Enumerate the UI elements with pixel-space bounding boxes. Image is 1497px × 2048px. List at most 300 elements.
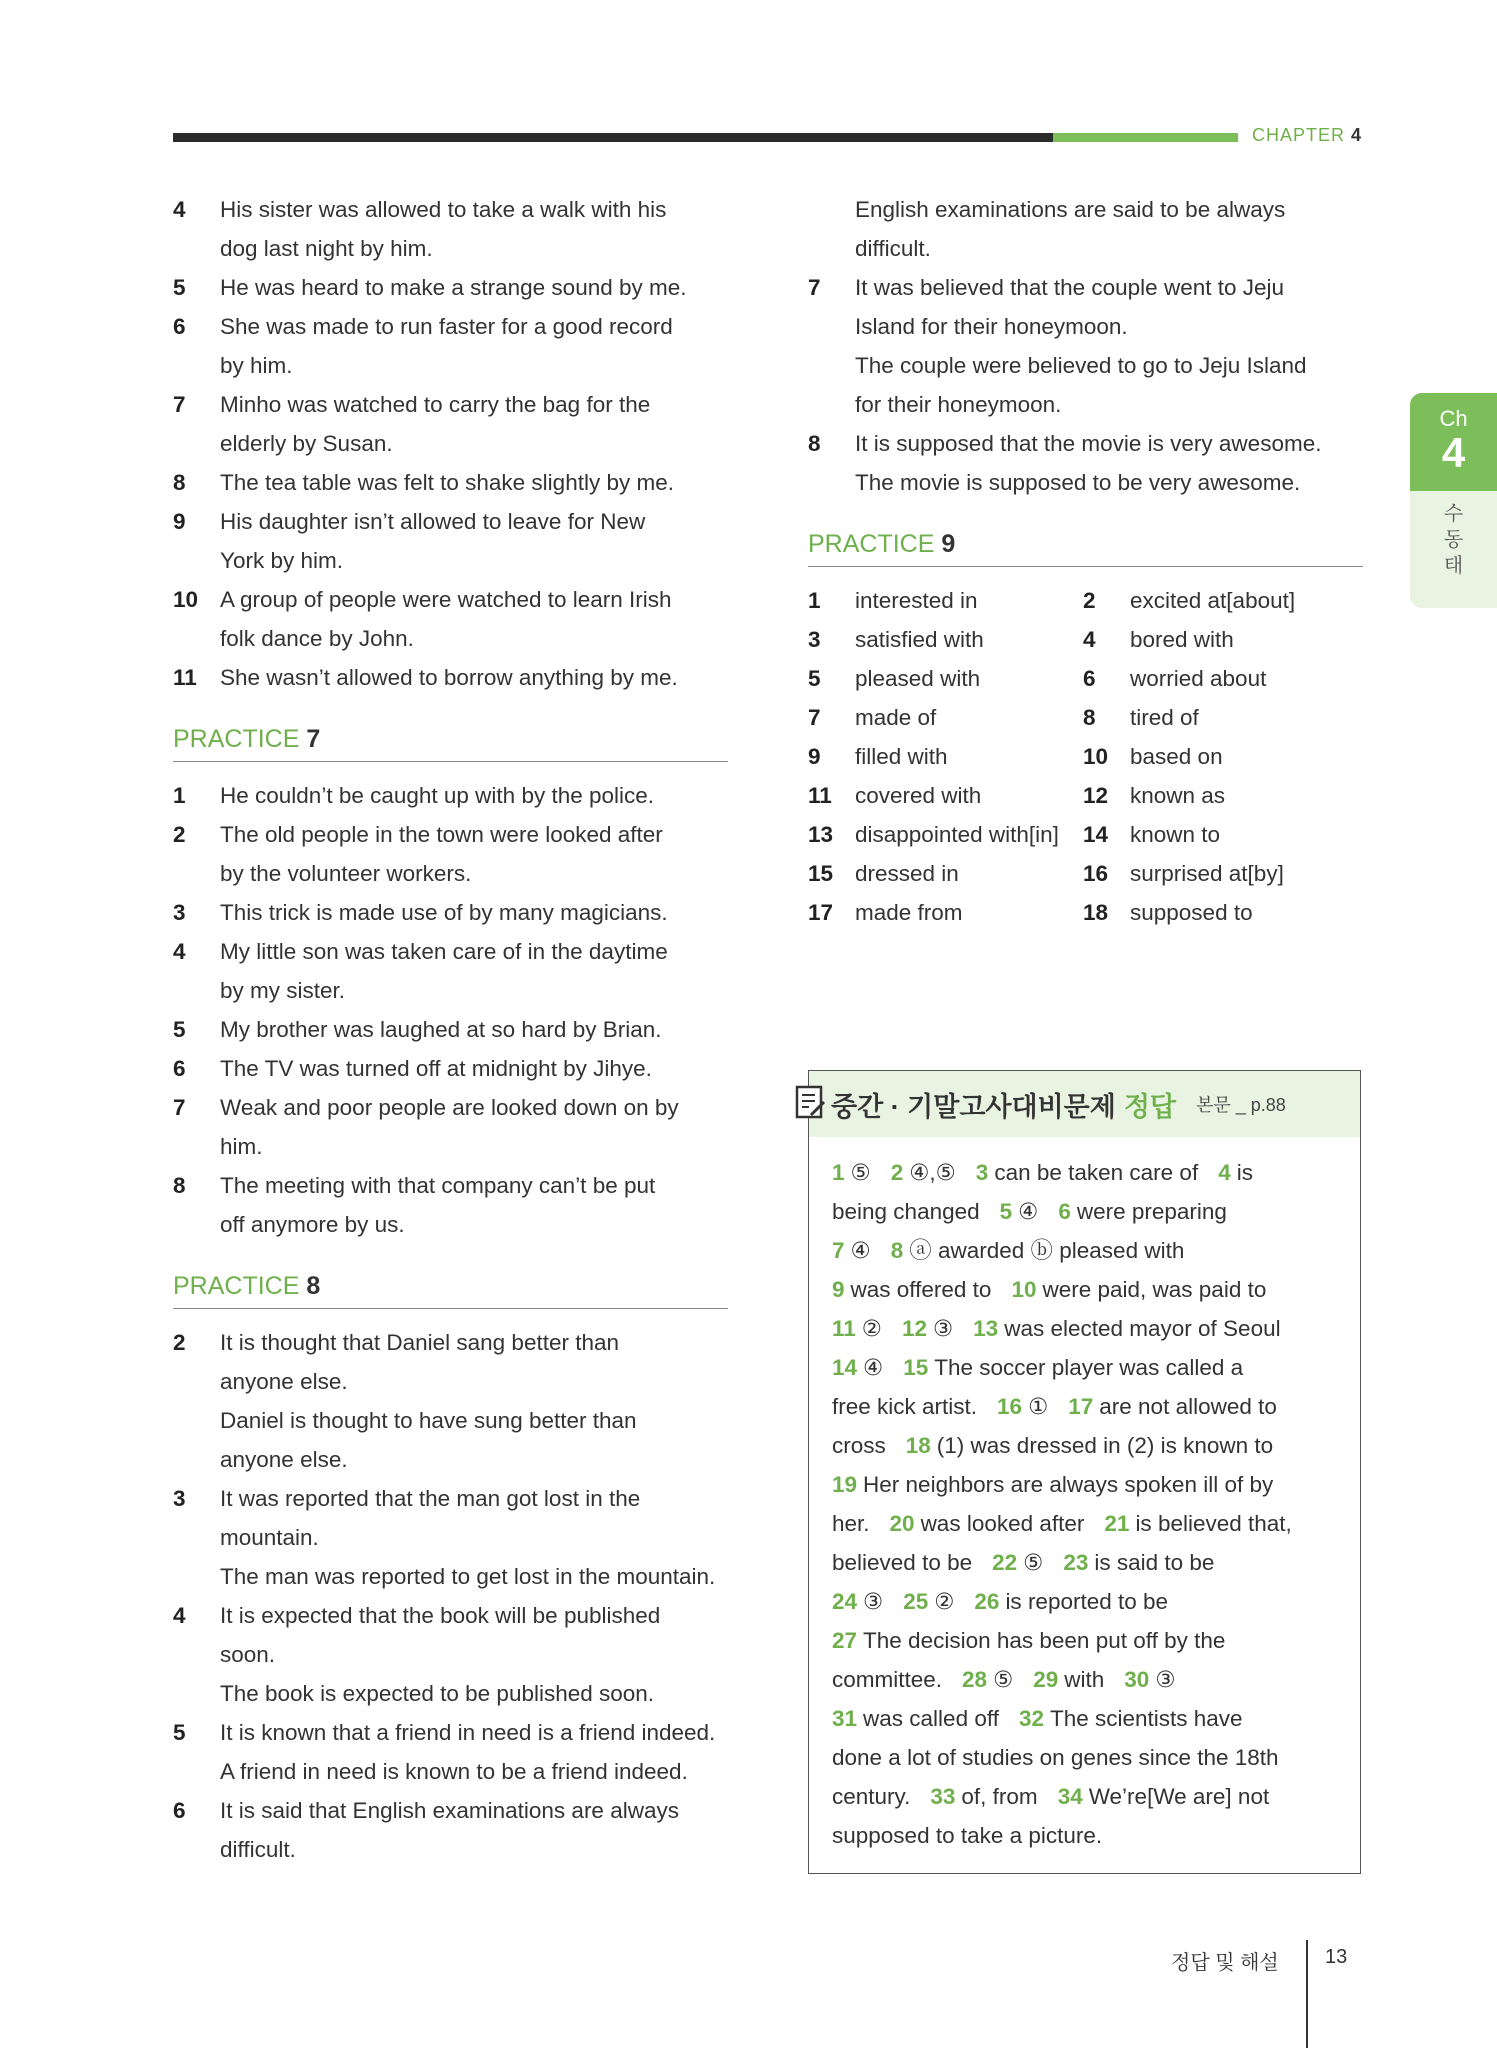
answer-text: was looked after (920, 1511, 1085, 1536)
item-line: It is known that a friend in need is a friend indeed. (220, 1720, 716, 1745)
answer-text: was called off (863, 1706, 999, 1731)
item-number: 10 (1083, 744, 1109, 769)
answer-text: was elected mayor of Seoul (1004, 1316, 1281, 1341)
answer-item (1019, 1706, 1243, 1731)
answer-number: 20 (889, 1511, 915, 1536)
item-line: mountain. (220, 1525, 319, 1550)
answer-line (832, 1309, 1336, 1348)
answer-item (1068, 1394, 1277, 1419)
practice7-heading: PRACTICE 7 (173, 723, 728, 762)
answer-item (976, 1160, 1198, 1185)
list-item (1083, 776, 1363, 815)
item-number: 9 (173, 509, 186, 534)
chapter-tab (1410, 393, 1497, 608)
answer-text: ④ (1018, 1199, 1039, 1224)
answer-number: 5 (999, 1199, 1013, 1224)
item-number: 13 (808, 822, 834, 847)
list-item (1083, 581, 1363, 620)
item-number: 14 (1083, 822, 1109, 847)
answer-line (832, 1582, 1336, 1621)
answer-number: 15 (903, 1355, 929, 1380)
item-number: 10 (173, 587, 199, 612)
item-line: elderly by Susan. (220, 431, 393, 456)
practice7-list (173, 776, 728, 1244)
header-bar-dark (173, 133, 1053, 142)
answer-text: can be taken care of (994, 1160, 1199, 1185)
answer-number: 22 (992, 1550, 1018, 1575)
answer-item (832, 1589, 883, 1614)
item-line: soon. (220, 1642, 276, 1667)
answer-box-title-accent: 정답 (1123, 1091, 1176, 1122)
answer-number: 9 (832, 1277, 845, 1302)
item-line: off anymore by us. (220, 1212, 405, 1237)
answer-box-header (809, 1071, 1360, 1137)
answer-text: of, from (961, 1784, 1038, 1809)
item-text: surprised at[by] (1130, 861, 1284, 886)
list-item (173, 815, 728, 893)
answer-item (1104, 1511, 1291, 1536)
item-text (220, 1791, 728, 1869)
answer-text: Her neighbors are always spoken ill of by (863, 1472, 1274, 1497)
answer-number: 14 (832, 1355, 858, 1380)
item-number: 2 (173, 1330, 186, 1355)
item-text (220, 932, 728, 1010)
item-line: Weak and poor people are looked down on by (220, 1095, 679, 1120)
answer-item (832, 1355, 883, 1380)
answer-item (832, 1511, 870, 1536)
tab-label: 수동태 (1443, 503, 1464, 577)
item-number: 6 (173, 1798, 186, 1823)
item-number: 3 (173, 1486, 186, 1511)
item-text: made of (855, 705, 937, 730)
answer-text: is believed that, (1135, 1511, 1292, 1536)
answer-line (832, 1270, 1336, 1309)
chapter-label: CHAPTER 4 (1252, 125, 1363, 145)
item-line: He was heard to make a strange sound by me. (220, 275, 687, 300)
answer-text: with (1064, 1667, 1105, 1692)
item-line: My little son was taken care of in the daytime (220, 939, 668, 964)
answer-text: ① (1028, 1394, 1049, 1419)
list-item (808, 581, 1083, 620)
list-item (808, 620, 1083, 659)
item-line: Minho was watched to carry the bag for the (220, 392, 651, 417)
item-line: It was reported that the man got lost in the (220, 1486, 641, 1511)
item-number: 7 (808, 275, 821, 300)
answer-item (832, 1745, 1279, 1770)
answer-text: being changed (832, 1199, 980, 1224)
answer-text: ④,⑤ (909, 1160, 956, 1185)
item-line: The couple were believed to go to Jeju Island (855, 353, 1307, 378)
answer-text: ② (934, 1589, 955, 1614)
item-number: 17 (808, 900, 834, 925)
continued-answer (808, 190, 1363, 268)
answer-item (832, 1394, 977, 1419)
list-item (1083, 659, 1363, 698)
answer-item (832, 1706, 999, 1731)
item-number: 9 (808, 744, 821, 769)
answer-item (891, 1238, 1185, 1263)
answer-text: believed to be (832, 1550, 973, 1575)
answer-line (832, 1543, 1336, 1582)
item-line: anyone else. (220, 1369, 348, 1394)
answer-item (974, 1589, 1168, 1614)
memo-icon (795, 1085, 827, 1121)
item-text: tired of (1130, 705, 1199, 730)
answer-number: 30 (1124, 1667, 1150, 1692)
right-column (808, 190, 1363, 932)
answer-number: 4 (1218, 1160, 1231, 1185)
list-item (1083, 854, 1363, 893)
answer-line (832, 1465, 1336, 1504)
item-text (220, 1049, 728, 1088)
list-item (173, 1088, 728, 1166)
practice8-list (173, 1323, 728, 1869)
item-number: 12 (1083, 783, 1109, 808)
item-text (220, 1713, 728, 1791)
answer-item (902, 1316, 953, 1341)
answer-number: 12 (901, 1316, 927, 1341)
list-item (808, 268, 1363, 424)
answer-item (1063, 1550, 1214, 1575)
item-text: made from (855, 900, 963, 925)
list-item (173, 268, 728, 307)
item-text: interested in (855, 588, 978, 613)
answer-number: 6 (1058, 1199, 1071, 1224)
list-item (1083, 620, 1363, 659)
answer-line (832, 1738, 1336, 1777)
item-number: 3 (808, 627, 821, 652)
list-item (1083, 698, 1363, 737)
item-text (220, 268, 728, 307)
answer-number: 13 (973, 1316, 999, 1341)
answer-item (891, 1160, 956, 1185)
item-number: 8 (1083, 705, 1096, 730)
answer-item (1011, 1277, 1266, 1302)
item-line: by the volunteer workers. (220, 861, 472, 886)
answer-box-title: 중간 · 기말고사대비문제 (831, 1091, 1116, 1122)
item-number: 4 (173, 1603, 186, 1628)
item-line: The movie is supposed to be very awesome. (855, 470, 1301, 495)
answer-text: The scientists have (1049, 1706, 1243, 1731)
item-text: satisfied with (855, 627, 984, 652)
item-text (220, 776, 728, 815)
answer-number: 10 (1011, 1277, 1037, 1302)
answer-text: committee. (832, 1667, 943, 1692)
item-number: 6 (1083, 666, 1096, 691)
list-item (173, 1323, 728, 1479)
item-text: excited at[about] (1130, 588, 1296, 613)
answer-item (890, 1511, 1085, 1536)
answer-item (832, 1472, 1273, 1497)
answer-number: 32 (1018, 1706, 1044, 1731)
answer-number: 11 (832, 1316, 856, 1341)
list-item (173, 1713, 728, 1791)
answer-number: 1 (832, 1160, 845, 1185)
item-number: 4 (173, 939, 186, 964)
answer-line (832, 1777, 1336, 1816)
list-item (173, 463, 728, 502)
item-line: dog last night by him. (220, 236, 433, 261)
list-item (1083, 893, 1363, 932)
item-line: The meeting with that company can’t be put (220, 1173, 656, 1198)
item-line: It is said that English examinations are always (220, 1798, 679, 1823)
list-item (808, 424, 1363, 502)
item-number: 3 (173, 900, 186, 925)
item-line: The old people in the town were looked after (220, 822, 663, 847)
item-number: 15 (808, 861, 834, 886)
answer-number: 3 (975, 1160, 989, 1185)
answer-number: 27 (832, 1628, 858, 1653)
item-text (220, 1596, 728, 1713)
item-line: He couldn’t be caught up with by the police. (220, 783, 655, 808)
item-text: disappointed with[in] (855, 822, 1059, 847)
item-text: filled with (855, 744, 948, 769)
answer-line (832, 1699, 1336, 1738)
item-text: pleased with (855, 666, 981, 691)
footer-section: 정답 및 해설 (1171, 1952, 1279, 1974)
answer-number: 2 (890, 1160, 904, 1185)
answer-text: supposed to take a picture. (832, 1823, 1103, 1848)
answer-number: 34 (1057, 1784, 1083, 1809)
answer-text: are not allowed to (1099, 1394, 1277, 1419)
item-text: based on (1130, 744, 1223, 769)
answer-item (832, 1433, 886, 1458)
item-text (220, 1010, 728, 1049)
answer-item (832, 1784, 910, 1809)
item-line: difficult. (855, 236, 931, 261)
answer-text: was offered to (850, 1277, 992, 1302)
answer-number: 8 (890, 1238, 904, 1263)
item-text (220, 385, 728, 463)
item-text: bored with (1130, 627, 1234, 652)
answer-number: 31 (832, 1706, 858, 1731)
item-line: The tea table was felt to shake slightly by me. (220, 470, 674, 495)
answer-number: 25 (903, 1589, 929, 1614)
item-text (220, 307, 728, 385)
answer-text: The soccer player was called a (934, 1355, 1244, 1380)
answer-text: cross (832, 1433, 886, 1458)
answer-text: ③ (933, 1316, 954, 1341)
item-text: supposed to (1130, 900, 1253, 925)
item-line: It is supposed that the movie is very awesome. (855, 431, 1322, 456)
item-text (220, 1479, 728, 1596)
answer-item (832, 1160, 871, 1185)
item-line: York by him. (220, 548, 343, 573)
answer-text: were paid, was paid to (1042, 1277, 1267, 1302)
answer-text: is said to be (1094, 1550, 1215, 1575)
list-item (173, 307, 728, 385)
answer-item (832, 1823, 1102, 1848)
item-line: anyone else. (220, 1447, 348, 1472)
item-text (220, 893, 728, 932)
item-number: 7 (173, 392, 186, 417)
item-number: 6 (173, 314, 186, 339)
answer-text: ⑤ (993, 1667, 1014, 1692)
footer-divider (1306, 1940, 1308, 2048)
answer-text: The decision has been put off by the (863, 1628, 1226, 1653)
answer-line (832, 1387, 1336, 1426)
answer-number: 28 (962, 1667, 988, 1692)
answer-item (832, 1277, 991, 1302)
item-text (220, 463, 728, 502)
item-text (220, 502, 728, 580)
item-line: by him. (220, 353, 293, 378)
practice6-list (173, 190, 728, 697)
list-item (173, 1166, 728, 1244)
tab-ch: Ch (1439, 406, 1468, 431)
answer-item (903, 1589, 954, 1614)
item-text (220, 190, 728, 268)
answer-box-page-ref: 본문 _ p.88 (1196, 1095, 1286, 1115)
answer-line (832, 1816, 1336, 1855)
item-text (855, 268, 1363, 424)
item-text: dressed in (855, 861, 959, 886)
list-item (173, 1479, 728, 1596)
item-number: 1 (173, 783, 186, 808)
item-line: difficult. (220, 1837, 296, 1862)
page-number: 13 (1325, 1946, 1348, 1968)
item-number: 5 (173, 1017, 186, 1042)
item-number: 4 (1083, 627, 1096, 652)
answer-item (832, 1238, 871, 1263)
answer-text: ⓐ awarded ⓑ pleased with (909, 1238, 1185, 1263)
answer-line (832, 1504, 1336, 1543)
answer-item (973, 1316, 1280, 1341)
item-line: She wasn’t allowed to borrow anything by me. (220, 665, 678, 690)
answer-item (832, 1316, 882, 1341)
answer-number: 17 (1068, 1394, 1094, 1419)
list-item (173, 932, 728, 1010)
answer-item (1218, 1160, 1253, 1185)
answer-text: free kick artist. (832, 1394, 978, 1419)
list-item (808, 659, 1083, 698)
practice8-heading: PRACTICE 8 (173, 1270, 728, 1309)
list-item (173, 893, 728, 932)
answer-item (832, 1667, 942, 1692)
answer-item (906, 1433, 1273, 1458)
practice9-heading: PRACTICE 9 (808, 528, 1363, 567)
item-text (855, 424, 1363, 502)
item-text (220, 815, 728, 893)
list-item (1083, 737, 1363, 776)
list-item (808, 815, 1083, 854)
answer-text: ④ (850, 1238, 871, 1263)
answer-number: 23 (1063, 1550, 1089, 1575)
answer-line (832, 1426, 1336, 1465)
list-item (808, 776, 1083, 815)
answer-item (1058, 1784, 1270, 1809)
item-line: The man was reported to get lost in the mountain. (220, 1564, 716, 1589)
left-column (173, 190, 728, 1869)
item-line: It is thought that Daniel sang better than (220, 1330, 620, 1355)
item-line: The TV was turned off at midnight by Jihye. (220, 1056, 652, 1081)
answer-line (832, 1348, 1336, 1387)
answer-text: done a lot of studies on genes since the 18th (832, 1745, 1279, 1770)
list-item (173, 1010, 728, 1049)
item-number: 4 (173, 197, 186, 222)
answer-number: 7 (832, 1238, 845, 1263)
item-line: A group of people were watched to learn Irish (220, 587, 672, 612)
answer-text: is (1236, 1160, 1253, 1185)
list-item (808, 893, 1083, 932)
answer-item (1033, 1667, 1104, 1692)
answer-item (1124, 1667, 1175, 1692)
answer-text: (1) was dressed in (2) is known to (936, 1433, 1274, 1458)
practice8-continued-list (808, 268, 1363, 502)
answer-line (832, 1192, 1336, 1231)
list-item (173, 502, 728, 580)
answer-text: her. (832, 1511, 870, 1536)
answer-line (832, 1660, 1336, 1699)
answer-item (997, 1394, 1048, 1419)
item-line: for their honeymoon. (855, 392, 1062, 417)
item-line: A friend in need is known to be a friend indeed. (220, 1759, 688, 1784)
list-item (808, 737, 1083, 776)
answer-number: 26 (974, 1589, 1000, 1614)
item-text (220, 580, 728, 658)
answer-number: 29 (1033, 1667, 1059, 1692)
answer-text: ③ (1155, 1667, 1176, 1692)
answer-item (930, 1784, 1037, 1809)
item-text (220, 1166, 728, 1244)
list-item (173, 658, 728, 697)
item-number: 7 (808, 705, 821, 730)
item-number: 8 (173, 470, 186, 495)
list-item (173, 776, 728, 815)
answer-number: 33 (930, 1784, 956, 1809)
item-number: 1 (808, 588, 821, 613)
header-bar-green (1053, 133, 1238, 142)
answer-line (832, 1621, 1336, 1660)
item-line: him. (220, 1134, 263, 1159)
answer-text: were preparing (1076, 1199, 1227, 1224)
item-line: The book is expected to be published soon. (220, 1681, 655, 1706)
item-text (220, 1088, 728, 1166)
answer-text: ② (861, 1316, 882, 1341)
item-line: His sister was allowed to take a walk with his (220, 197, 667, 222)
item-number: 18 (1083, 900, 1109, 925)
answer-number: 19 (832, 1472, 858, 1497)
answer-item (832, 1199, 980, 1224)
list-item (173, 1791, 728, 1869)
answer-item (1058, 1199, 1227, 1224)
item-text (220, 1323, 728, 1479)
answer-text: ④ (863, 1355, 884, 1380)
answer-item (962, 1667, 1013, 1692)
answer-item (1000, 1199, 1039, 1224)
answer-item (992, 1550, 1043, 1575)
item-number: 2 (173, 822, 186, 847)
answer-line (832, 1153, 1336, 1192)
list-item (173, 1049, 728, 1088)
item-line: by my sister. (220, 978, 346, 1003)
answer-text: is reported to be (1005, 1589, 1169, 1614)
list-item (173, 580, 728, 658)
answer-item (832, 1628, 1225, 1653)
item-number: 8 (808, 431, 821, 456)
answer-line (832, 1231, 1336, 1270)
answer-item (903, 1355, 1243, 1380)
list-item (808, 698, 1083, 737)
item-number: 5 (173, 1720, 186, 1745)
item-number: 11 (808, 783, 832, 808)
practice9-grid (808, 581, 1363, 932)
list-item (173, 1596, 728, 1713)
list-item (173, 385, 728, 463)
item-number: 16 (1083, 861, 1109, 886)
item-line: Daniel is thought to have sung better than (220, 1408, 637, 1433)
answer-text: ③ (863, 1589, 884, 1614)
